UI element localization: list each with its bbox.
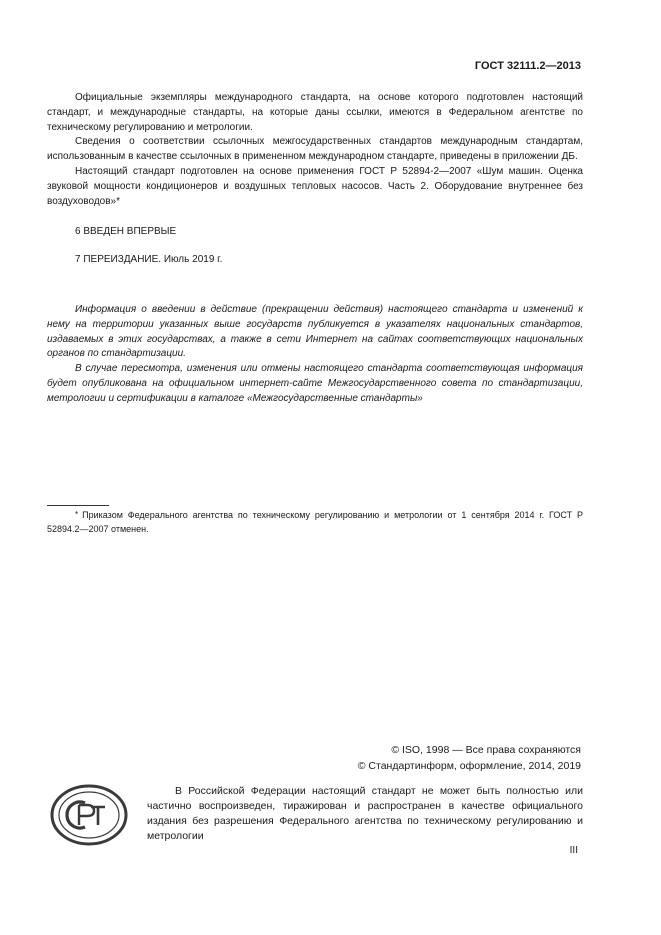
info-paragraph-publication: Информация о введении в действие (прекращении действия) настоящего стандарта и изменений к нему на территории указанных выше государств публикуется в указателях национальных стандартов, издаваемых в этих государствах, а также в сети Интернет на сайтах соответствующих национальных органов по стандартизации. xyxy=(47,304,583,360)
rights-notice-text: В Российской Федерации настоящий стандарт не может быть полностью или частично воспроизведен, тиражирован и распространен в качестве официального издания без разрешения Федерального агентства по техническому регулированию и метрологии xyxy=(147,785,583,842)
page-number: III xyxy=(569,845,578,856)
intro-paragraph-basis: Настоящий стандарт подготовлен на основе применения ГОСТ Р 52894-2—2007 «Шум машин. Оценка звуковой мощности кондиционеров и воздушных тепловых насосов. Часть 2. Оборудование внутреннее без воздуховодов»* xyxy=(47,165,583,207)
section-7-heading: 7 ПЕРЕИЗДАНИЕ. Июль 2019 г. xyxy=(75,254,223,265)
intro-paragraph-official-copies: Официальные экземпляры международного стандарта, на основе которого подготовлен настоящий стандарт, и международные стандарты, на которые даны ссылки, имеются в Федеральном агентстве по техническому регулированию и метрологии. xyxy=(47,92,583,133)
info-notice xyxy=(47,303,583,407)
intro-paragraph-references: Сведения о соответствии ссылочных межгосударственных стандартов международным стандартам, использованным в качестве ссылочных в примененном международном стандарте, приведены в приложении ДБ. xyxy=(47,136,583,163)
rights-notice xyxy=(147,784,583,844)
standard-number: ГОСТ 32111.2—2013 xyxy=(474,60,581,72)
copyright-publisher: © Стандартинформ, оформление, 2014, 2019 xyxy=(357,760,581,772)
section-6-heading: 6 ВВЕДЕН ВПЕРВЫЕ xyxy=(75,226,177,237)
footnote-text: Приказом Федерального агентства по техническому регулированию и метрологии от 1 сентября 2014 г. ГОСТ Р 52894.2—2007 отменен. xyxy=(47,510,583,534)
info-paragraph-revision: В случае пересмотра, изменения или отмены настоящего стандарта соответствующая информация будет опубликована на официальном интернет-сайте Межгосударственного совета по стандартизации, метрологии и сертификации в каталоге «Межгосударственные стандарты» xyxy=(47,363,583,404)
footnote-marker: * xyxy=(75,510,79,519)
intro-text xyxy=(47,91,583,209)
footnote xyxy=(47,508,583,536)
footnote-divider xyxy=(47,505,109,506)
copyright-iso: © ISO, 1998 — Все права сохраняются xyxy=(391,744,581,756)
rst-certification-mark-icon xyxy=(49,783,129,847)
